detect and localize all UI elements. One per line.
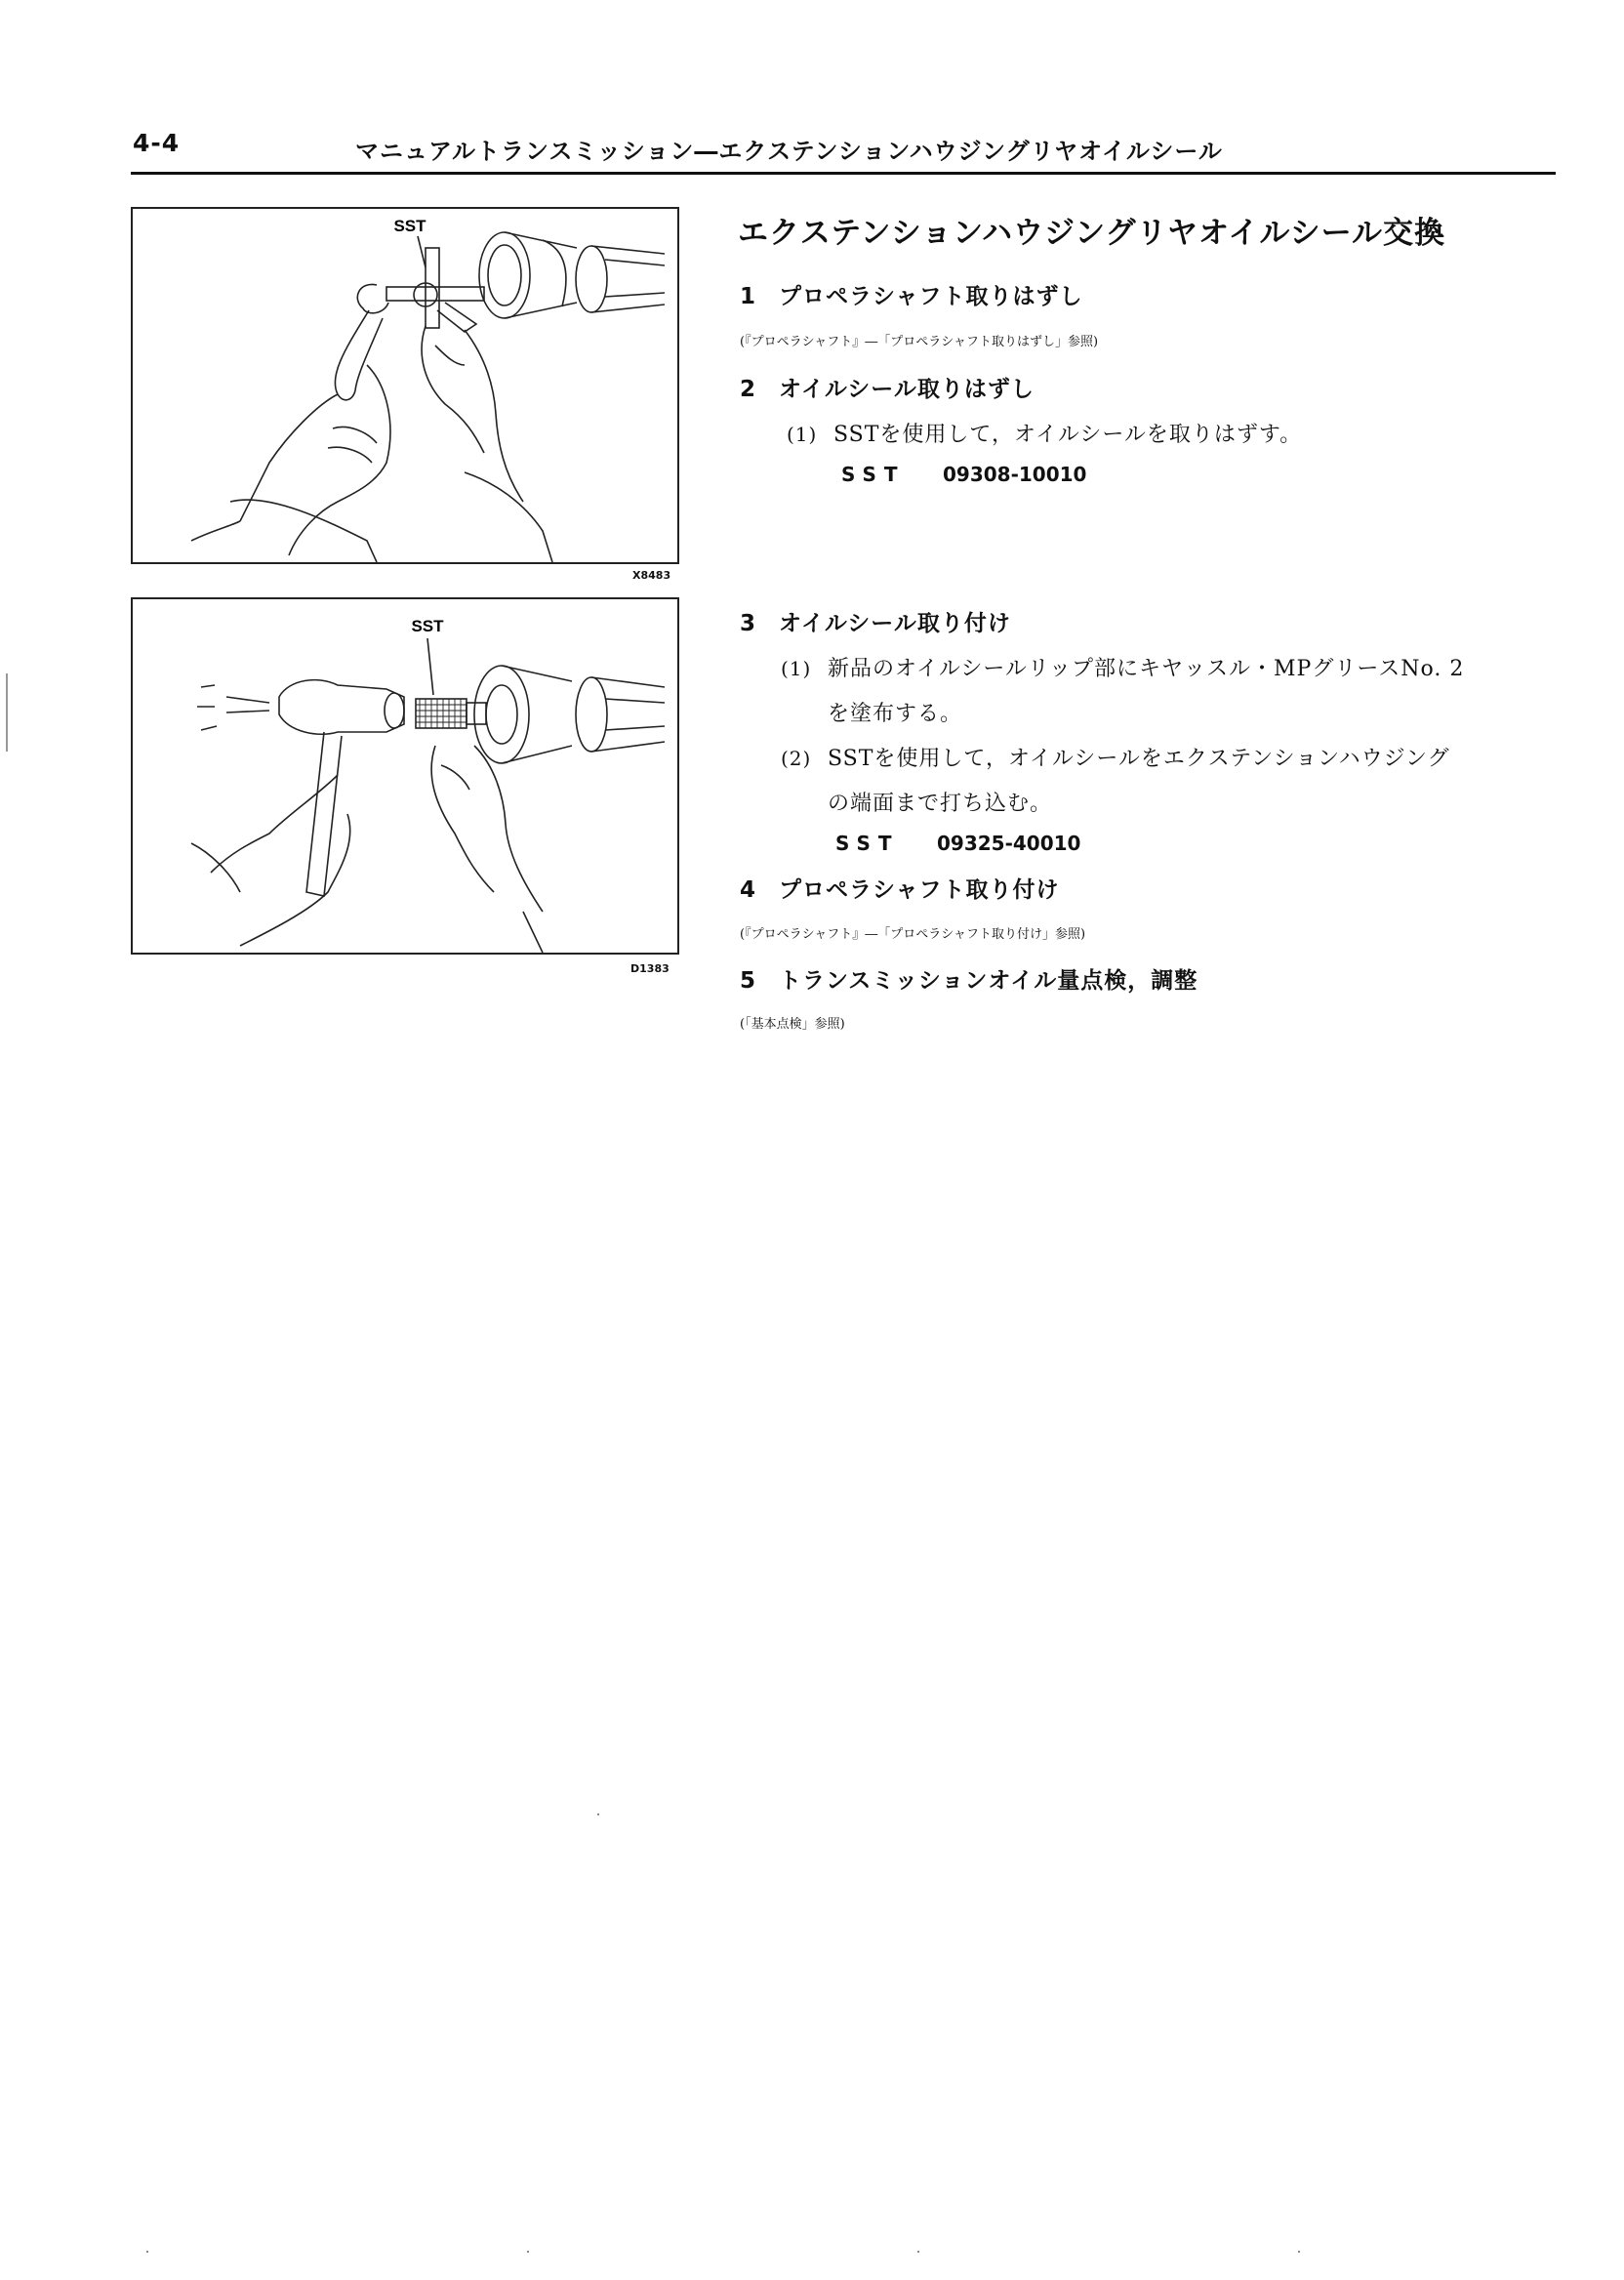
step-3-substep-2 (781, 742, 1450, 772)
substep-text: SSTを使用して，オイルシールをエクステンションハウジング (828, 747, 1450, 771)
oil-seal-installation-illustration (133, 599, 677, 953)
step-number: 1 (740, 284, 757, 309)
step-2-substep-1 (787, 418, 1302, 448)
scan-speck (917, 2251, 919, 2253)
step-title: プロペラシャフト取り付け (779, 877, 1060, 903)
figure-sst-label: SST (393, 217, 426, 235)
sst-label: SST (835, 832, 900, 855)
scan-speck (527, 2251, 529, 2253)
step-1-reference: (『プロペラシャフト』―「プロペラシャフト取りはずし」参照) (740, 335, 1099, 349)
substep-number: (1) (781, 657, 812, 680)
step-number: 4 (740, 877, 757, 903)
substep-text: 新品のオイルシールリップ部にキヤッスル・MPグリースNo. 2 (828, 657, 1465, 681)
scan-speck (146, 2251, 148, 2253)
figure-sst-label: SST (411, 617, 444, 635)
scan-speck (1298, 2251, 1300, 2253)
figure-oil-seal-removal (131, 207, 679, 564)
substep-text: SSTを使用して，オイルシールを取りはずす。 (833, 423, 1303, 447)
sst-label: SST (841, 463, 906, 486)
step-3-substep-1-continued: を塗布する。 (828, 702, 963, 726)
step-4-reference: (『プロペラシャフト』―「プロペラシャフト取り付け」参照) (740, 927, 1086, 942)
header-title: マニュアルトランスミッション―エクステンションハウジングリヤオイルシール (355, 138, 1223, 165)
section-title: エクステンションハウジングリヤオイルシール交換 (738, 216, 1445, 251)
scan-speck (597, 1813, 599, 1815)
header-divider (131, 172, 1556, 175)
sst-code: 09308-10010 (943, 463, 1087, 486)
sst-code: 09325-40010 (937, 832, 1081, 855)
figure-code: X8483 (632, 569, 671, 582)
oil-seal-removal-illustration (133, 209, 677, 562)
step-title: オイルシール取り付け (779, 611, 1011, 636)
step-2 (740, 371, 1035, 403)
step-3-substep-2-continued: の端面まで打ち込む。 (828, 792, 1053, 816)
step-title: プロペラシャフト取りはずし (779, 284, 1083, 309)
step-number: 3 (740, 611, 757, 636)
step-title: トランスミッションオイル量点検，調整 (779, 968, 1198, 994)
step-number: 5 (740, 968, 757, 994)
step-1 (740, 278, 1083, 310)
step-5-reference: (「基本点検」参照) (740, 1017, 845, 1032)
scan-edge-mark (6, 673, 8, 752)
figure-code: D1383 (630, 962, 670, 975)
step-title: オイルシール取りはずし (779, 377, 1035, 402)
substep-number: (2) (781, 747, 812, 770)
step-number: 2 (740, 377, 757, 402)
step-5 (740, 962, 1198, 995)
figure-oil-seal-installation (131, 597, 679, 955)
step-3-sst (835, 832, 1080, 855)
step-4 (740, 872, 1060, 904)
substep-number: (1) (787, 423, 818, 446)
page-number: 4-4 (133, 129, 181, 157)
step-3 (740, 605, 1011, 637)
step-3-substep-1 (781, 652, 1464, 682)
step-2-sst (841, 463, 1086, 486)
